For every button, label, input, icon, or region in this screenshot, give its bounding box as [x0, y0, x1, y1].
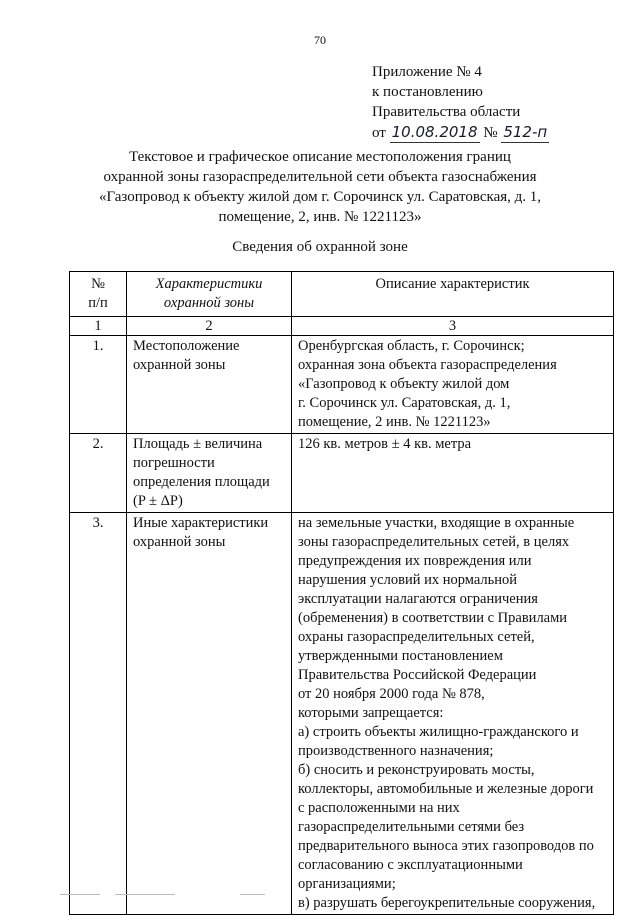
header-characteristics-line-2: охранной зоны: [163, 295, 255, 311]
row-number: 2.: [70, 434, 127, 513]
description-line: Оренбургская область, г. Сорочинск;: [298, 338, 525, 354]
footer-marks: [60, 894, 580, 896]
table-body: [70, 336, 614, 915]
description-line: утвержденными постановлением: [298, 648, 503, 664]
table-row: [70, 434, 614, 513]
description-line: предупреждения их повреждения или: [298, 553, 532, 569]
handwritten-number: 512-п: [503, 123, 548, 141]
characteristic-line: погрешности: [133, 455, 215, 471]
description-line: (обременения) в соответствии с Правилами: [298, 610, 568, 626]
footer-mark: [60, 894, 100, 895]
header-characteristics-line-1: Характеристики: [155, 276, 263, 292]
table-row: [70, 336, 614, 434]
row-characteristic: [127, 513, 292, 915]
row-number: 3.: [70, 513, 127, 915]
date-from-label: от: [372, 125, 386, 141]
characteristic-line: охранной зоны: [133, 357, 226, 373]
description-line: б) сносить и реконструировать мосты,: [298, 762, 535, 778]
characteristic-line: (P ± ΔP): [133, 493, 183, 509]
header-number: [70, 272, 127, 317]
description-line: газораспределительными сетями без: [298, 819, 525, 835]
description-line: организациями;: [298, 876, 396, 892]
characteristic-line: Иные характеристики: [133, 515, 269, 531]
description-line: от 20 ноября 2000 года № 878,: [298, 686, 485, 702]
description-line: которыми запрещается:: [298, 705, 444, 721]
column-number-1: 1: [70, 317, 127, 336]
description-line: предварительного выноса этих газопроводов по: [298, 838, 594, 854]
column-number-3: 3: [292, 317, 614, 336]
description-line: коллекторы, автомобильные и железные дороги: [298, 781, 594, 797]
protection-zone-table: [69, 271, 614, 915]
characteristic-line: Площадь ± величина: [133, 436, 263, 452]
description-line: 126 кв. метров ± 4 кв. метра: [298, 436, 472, 452]
page-number: 70: [314, 33, 326, 47]
characteristic-line: определения площади: [133, 474, 270, 490]
title-line-3: «Газопровод к объекту жилой дом г. Сорочинск ул. Саратовская, д. 1,: [98, 189, 542, 205]
description-line: охранная зона объекта газораспределения: [298, 357, 557, 373]
row-characteristic: [127, 434, 292, 513]
row-characteristic: [127, 336, 292, 434]
header-description: Описание характеристик: [292, 272, 614, 317]
title-line-4: помещение, 2, инв. № 1221123»: [218, 209, 422, 225]
table-header-row: [70, 272, 614, 317]
header-characteristics: [127, 272, 292, 317]
number-label: №: [483, 125, 498, 141]
column-number-row: [70, 317, 614, 336]
description-line: с расположенными на них: [298, 800, 460, 816]
description-line: г. Сорочинск ул. Саратовская, д. 1,: [298, 395, 511, 411]
appendix-date-line: [372, 122, 549, 143]
description-line: нарушения условий их нормальной: [298, 572, 518, 588]
section-heading: Сведения об охранной зоне: [232, 239, 408, 255]
row-description: [292, 513, 614, 915]
description-line: зоны газораспределительных сетей, в целях: [298, 534, 570, 550]
description-line: охраны газораспределительных сетей,: [298, 629, 535, 645]
table-row: [70, 513, 614, 915]
header-number-line-2: п/п: [88, 295, 108, 311]
description-line: в) разрушать берегоукрепительные сооружения,: [298, 895, 596, 911]
appendix-line-3: Правительства области: [372, 104, 521, 120]
description-line: на земельные участки, входящие в охранные: [298, 515, 575, 531]
row-number: 1.: [70, 336, 127, 434]
handwritten-date: 10.08.2018: [391, 123, 478, 141]
description-line: согласованию с эксплуатационными: [298, 857, 523, 873]
description-line: «Газопровод к объекту жилой дом: [298, 376, 510, 392]
characteristic-line: охранной зоны: [133, 534, 226, 550]
title-line-1: Текстовое и графическое описание местоположения границ: [129, 149, 511, 165]
footer-mark: [240, 894, 265, 895]
header-number-line-1: №: [91, 276, 105, 292]
appendix-line-1: Приложение № 4: [372, 64, 482, 80]
description-line: помещение, 2 инв. № 1221123»: [298, 414, 491, 430]
row-description: [292, 434, 614, 513]
description-line: эксплуатации налагаются ограничения: [298, 591, 538, 607]
document-title: [90, 147, 550, 227]
row-description: [292, 336, 614, 434]
description-line: Правительства Российской Федерации: [298, 667, 537, 683]
characteristic-line: Местоположение: [133, 338, 240, 354]
footer-mark: [115, 894, 175, 895]
appendix-block: [372, 62, 549, 143]
title-line-2: охранной зоны газораспределительной сети объекта газоснабжения: [103, 169, 537, 185]
column-number-2: 2: [127, 317, 292, 336]
appendix-line-2: к постановлению: [372, 84, 483, 100]
description-line: производственного назначения;: [298, 743, 494, 759]
description-line: а) строить объекты жилищно-гражданского и: [298, 724, 579, 740]
